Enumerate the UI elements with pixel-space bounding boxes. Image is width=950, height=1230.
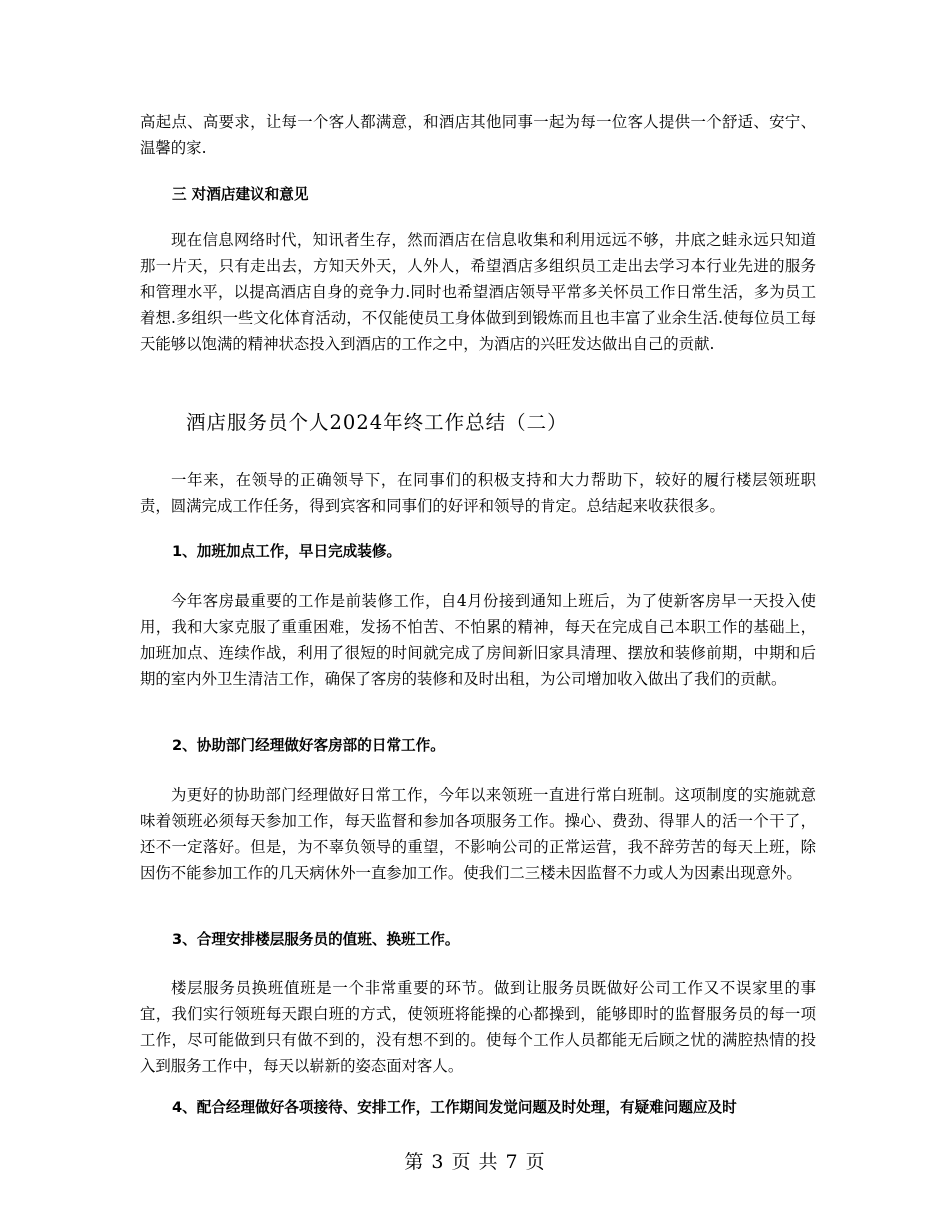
paragraph-summary: 一年来，在领导的正确领导下，在同事们的积极支持和大力帮助下，较好的履行楼层领班职责，圆满完成工作任务，得到宾客和同事们的好评和领导的肯定。总结起来收获很多。 bbox=[140, 471, 816, 515]
item-4-heading: 4、配合经理做好各项接待、安排工作，工作期间发觉问题及时处理，有疑难问题应及时 bbox=[172, 1099, 737, 1116]
item-2-body: 为更好的协助部门经理做好日常工作，今年以来领班一直进行常白班制。这项制度的实施就意味着领班必须每天参加工作，每天监督和参加各项服务工作。操心、费劲、得罪人的活一个干了，还不一定落好。但是，为不辜负领导的重望，不影响公司的正常运营，我不辞劳苦的每天上班，除因伤不能参加工作的几天病休外一直参加工作。使我们二三楼未因监督不力或人为因素出现意外。 bbox=[140, 786, 816, 882]
section-title: 酒店服务员个人2024年终工作总结（二） bbox=[186, 411, 568, 434]
page-number-footer: 第 3 页 共 7 页 bbox=[404, 1151, 546, 1173]
item-2-heading: 2、协助部门经理做好客房部的日常工作。 bbox=[172, 737, 445, 754]
item-1-body: 今年客房最重要的工作是前装修工作，自4月份接到通知上班后，为了使新客房早一天投入使用，我和大家克服了重重困难，发扬不怕苦、不怕累的精神，每天在完成自己本职工作的基础上，加班加点、连续作战，利用了很短的时间就完成了房间新旧家具清理、摆放和装修前期，中期和后期的室内外卫生清洁工作，确保了客房的装修和及时出租，为公司增加收入做出了我们的贡献。 bbox=[140, 592, 816, 688]
item-3-heading: 3、合理安排楼层服务员的值班、换班工作。 bbox=[172, 931, 460, 948]
item-1-heading: 1、加班加点工作，早日完成装修。 bbox=[172, 543, 402, 560]
item-3-body: 楼层服务员换班值班是一个非常重要的环节。做到让服务员既做好公司工作又不误家里的事宜，我们实行领班每天跟白班的方式，使领班将能操的心都操到，能够即时的监督服务员的每一项工作，尽可能做到只有做不到的，没有想不到的。使每个工作人员都能无后顾之忧的满腔热情的投入到服务工作中，每天以崭新的姿态面对客人。 bbox=[140, 979, 816, 1075]
paragraph-intro-tail: 高起点、高要求，让每一个客人都满意，和酒店其他同事一起为每一位客人提供一个舒适、安宁、温馨的家. bbox=[140, 113, 816, 157]
paragraph-suggestions: 现在信息网络时代，知讯者生存，然而酒店在信息收集和利用远远不够，井底之蛙永远只知道那一片天，只有走出去，方知天外天，人外人，希望酒店多组织员工走出去学习本行业先进的服务和管理水平，以提高酒店自身的竞争力.同时也希望酒店领导平常多关怀员工作日常生活，多为员工着想.多组织一些文化体育活动，不仅能使员工身体做到到锻炼而且也丰富了业余生活.使每位员工每天能够以饱满的精神状态投入到酒店的工作之中，为酒店的兴旺发达做出自己的贡献. bbox=[140, 231, 816, 353]
heading-suggestions: 三 对酒店建议和意见 bbox=[172, 186, 309, 203]
